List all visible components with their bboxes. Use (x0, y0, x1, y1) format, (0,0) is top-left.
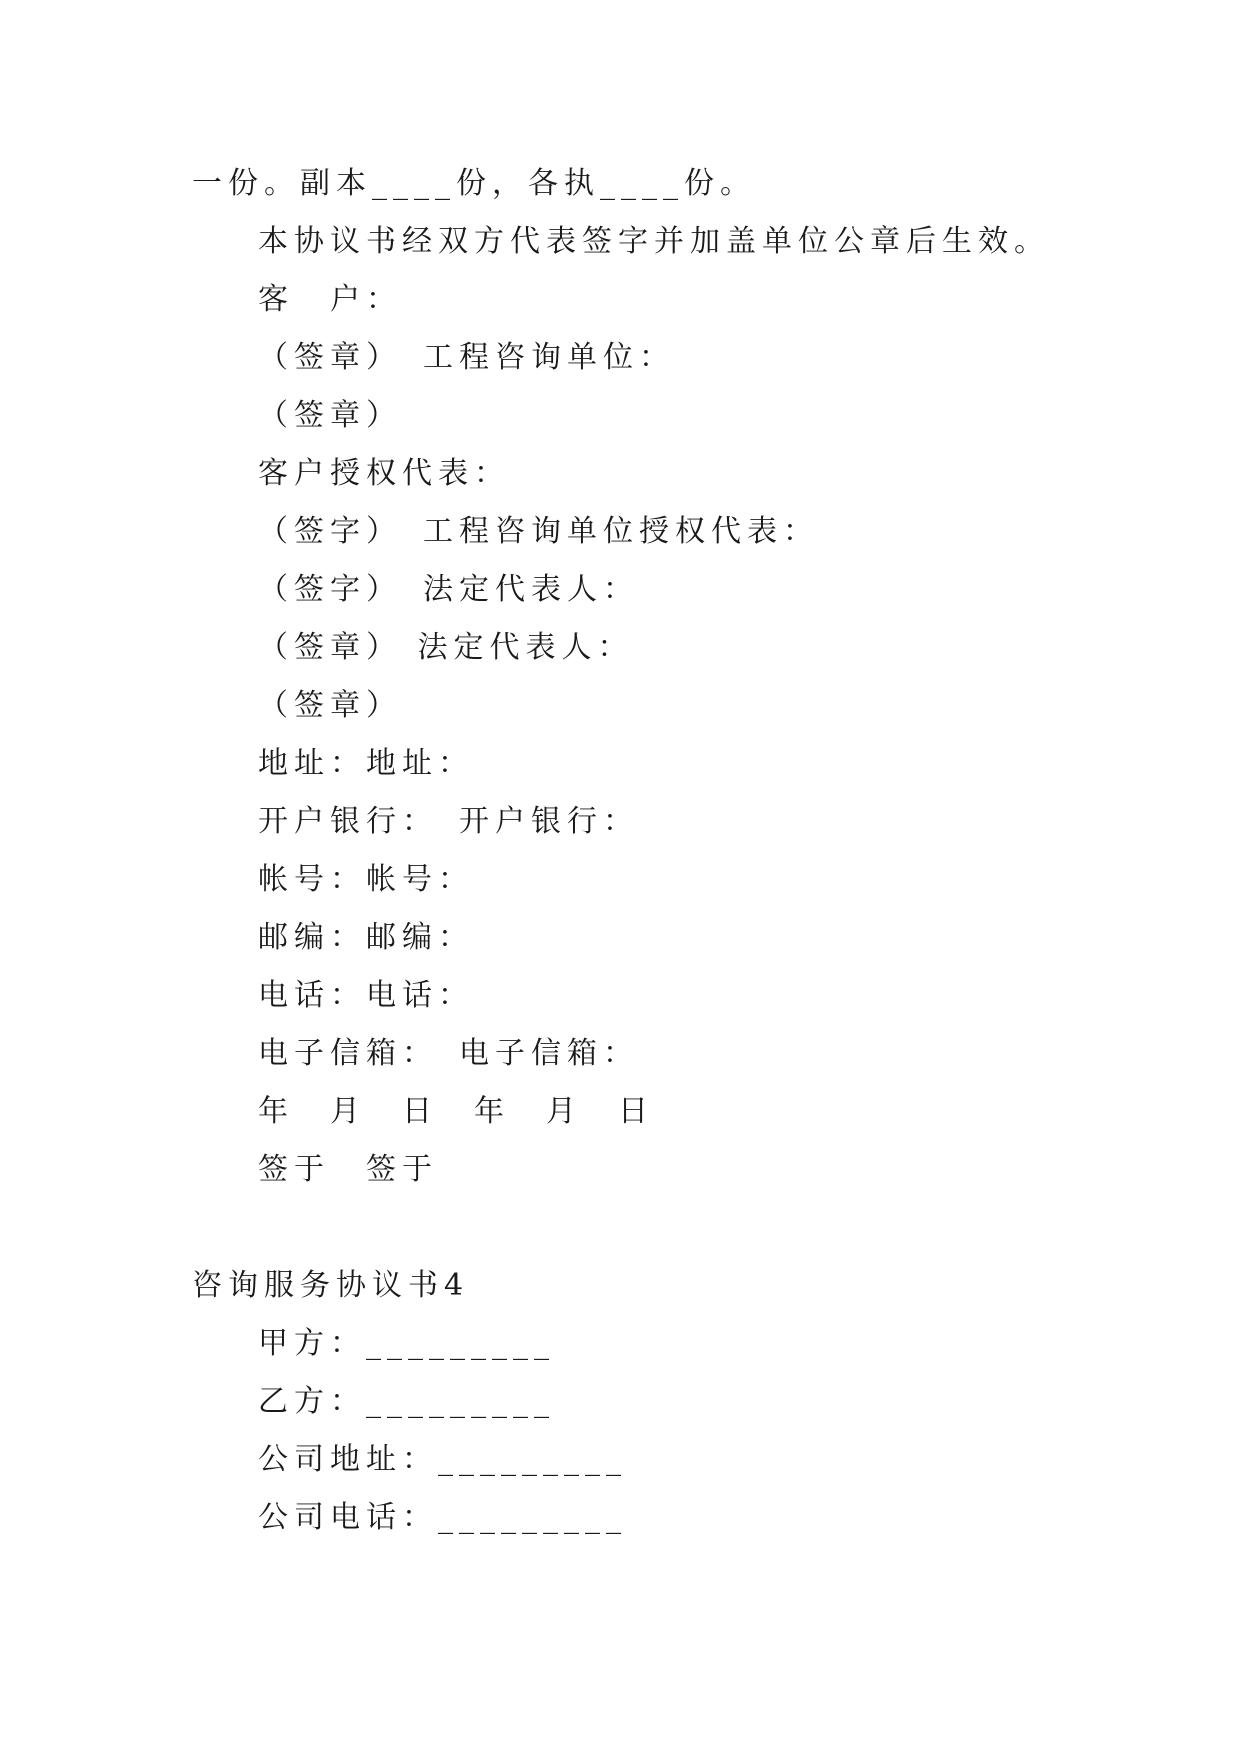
text-line-client-representative: 客户授权代表： (258, 456, 510, 491)
text-line-account: 帐号：帐号： (258, 862, 474, 897)
text-line-bank: 开户银行： 开户银行： (258, 804, 639, 839)
text-line-seal-consulting-unit: （签章） 工程咨询单位： (258, 340, 675, 375)
text-line-phone: 电话：电话： (258, 978, 474, 1013)
text-line-seal: （签章） (258, 398, 402, 433)
text-line-seal-legal-representative: （签章） 法定代表人： (258, 630, 634, 665)
text-line-date: 年 月 日 年 月 日 (258, 1094, 654, 1129)
text-line-signature-legal-representative: （签字） 法定代表人： (258, 572, 639, 607)
text-line-signed-at: 签于 签于 (258, 1152, 438, 1187)
section-heading: 咨询服务协议书4 (192, 1268, 470, 1303)
text-line-effective-clause: 本协议书经双方代表签字并加盖单位公章后生效。 (258, 224, 1050, 259)
field-company-phone: 公司电话：_________ (258, 1500, 627, 1535)
text-line-email: 电子信箱： 电子信箱： (258, 1036, 639, 1071)
text-line-signature-consulting-representative: （签字） 工程咨询单位授权代表： (258, 514, 819, 549)
text-line-client: 客 户： (258, 282, 402, 317)
text-line-seal-2: （签章） (258, 688, 402, 723)
field-party-b: 乙方：_________ (258, 1384, 555, 1419)
field-party-a: 甲方：_________ (258, 1326, 555, 1361)
text-line-address: 地址：地址： (258, 746, 474, 781)
text-line-postcode: 邮编：邮编： (258, 920, 474, 955)
field-company-address: 公司地址：_________ (258, 1442, 627, 1477)
text-line-copies: 一份。副本____份，各执____份。 (192, 166, 756, 201)
